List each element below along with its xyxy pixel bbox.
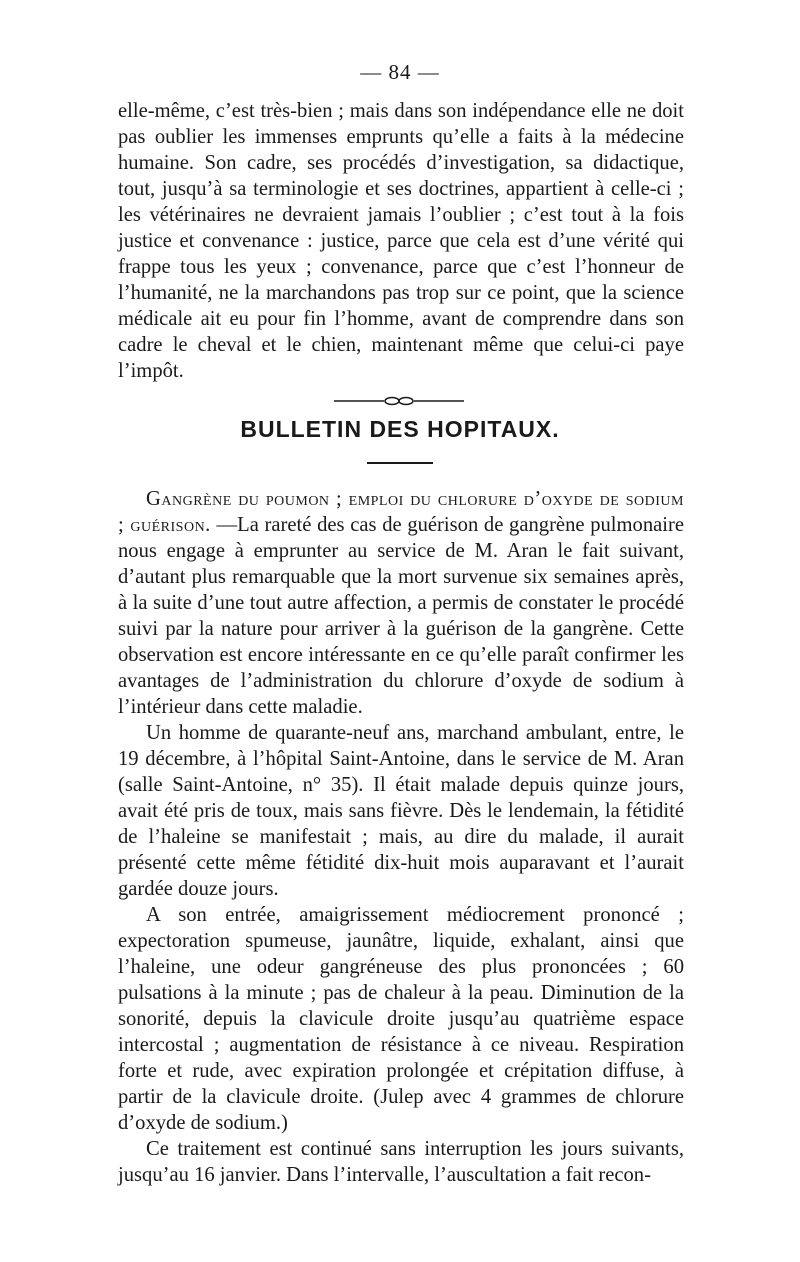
page-number: — 84 — [360,60,440,84]
article-title: Gangrène du poumon ; emploi du chlorure d’oxyde de sodium ; guérison. [118,488,684,536]
intro-text-block [118,98,684,384]
section-title: BULLETIN DES HOPITAUX. [240,416,560,442]
article-paragraph: Ce traitement est continué sans interruption les jours suivants, jusqu’au 16 janvier. Dans l’intervalle, l’auscultation a fait recon- [118,1138,684,1186]
article-lead: —La rareté des cas de guérison de gangrène pulmonaire nous engage à emprunter au service de M. Aran le fait suivant, d’autant plus remarquable que la mort survenue six semaines après, à la suite d’une tout autre affection, a permis de constater le procédé suivi par la nature pour arriver à la guérison de la gangrène. Cette observation est encore intéressante en ce qu’elle paraît confirmer les avantages de l’administration du chlorure d’oxyde de sodium à l’intérieur dans cette maladie. [118,514,684,718]
article-text-block [118,486,684,1188]
article-paragraph: A son entrée, amaigrissement médiocrement prononcé ; expectoration spumeuse, jaunâtre, liquide, exhalant, ainsi que l’haleine, une odeur gangréneuse des plus prononcées ; 60 pulsations à la minute ; pas de chaleur à la peau. Diminution de la sonorité, depuis la clavicule droite jusqu’au quatrième espace intercostal ; augmentation de résistance à ce niveau. Respiration forte et rude, avec expiration prolongée et crépitation diffuse, à partir de la clavicule droite. (Julep avec 4 grammes de chlorure d’oxyde de sodium.) [118,904,684,1134]
article-lead-paragraph [118,486,684,720]
article-paragraph: Un homme de quarante-neuf ans, marchand ambulant, entre, le 19 décembre, à l’hôpital Saint-Antoine, dans le service de M. Aran (salle Saint-Antoine, n° 35). Il était malade depuis quinze jours, avait été pris de toux, mais sans fièvre. Dès le lendemain, la fétidité de l’haleine se manifestait ; mais, au dire du malade, il aurait présenté cette même fétidité dix-huit mois auparavant et l’aurait gardée douze jours. [118,722,684,900]
heading-rule [367,462,433,464]
intro-paragraph: elle-même, c’est très-bien ; mais dans son indépendance elle ne doit pas oublier les immenses emprunts qu’elle a faits à la médecine humaine. Son cadre, ses procédés d’investigation, sa didactique, tout, jusqu’à sa terminologie et ses doctrines, appartient à celle-ci ; les vétérinaires ne devraient jamais l’oublier ; c’est tout à la fois justice et convenance : justice, parce que cela est d’une vérité qui frappe tous les yeux ; convenance, parce que c’est l’honneur de l’humanité, ne la marchandons pas trop sur ce point, que la science médicale ait eu pour fin l’homme, avant de comprendre dans son cadre le cheval et le chien, maintenant même que celui-ci paye l’impôt. [118,100,684,382]
ornament-divider-icon [334,395,464,407]
